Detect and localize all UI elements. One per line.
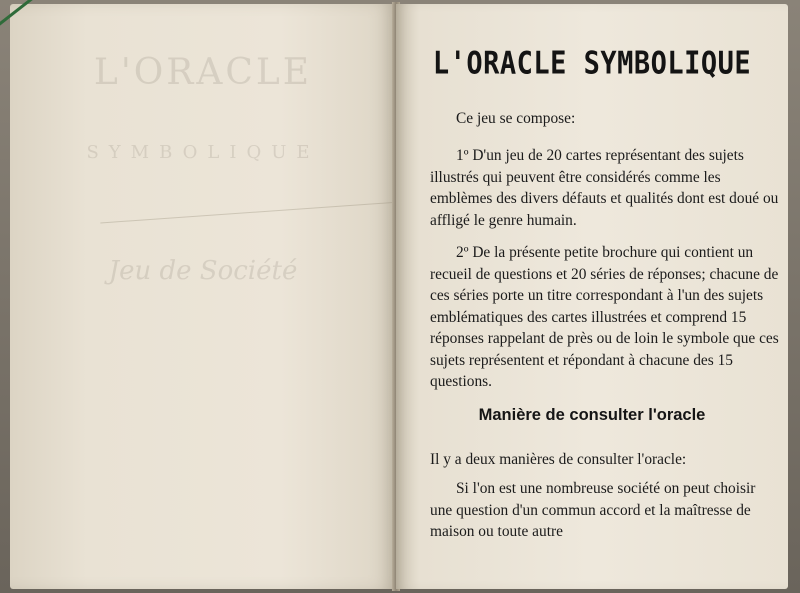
right-page (396, 4, 788, 589)
ghost-subtitle: SYMBOLIQUE (86, 142, 320, 163)
paragraph-4: Si l'on est une nombreuse société on peut choisir une question d'un commun accord et la maîtresse de maison ou toute autre (430, 480, 756, 540)
paragraph-2: 2º De la présente petite brochure qui contient un recueil de questions et 20 séries de réponses; chacune de ces séries porte un titre correspondant à l'un des sujets emblématiques des cartes illustrées et comprend 15 réponses rappelant de près ou de loin le symbole que ces sujets représentent et répondant à chacune des 15 questions. (430, 244, 779, 390)
ghost-title: L'ORACLE (93, 52, 313, 93)
intro-line: Ce jeu se compose: (456, 110, 576, 127)
ghost-line: Jeu de Société (108, 256, 298, 286)
paper-fold (100, 202, 399, 224)
paragraph-1: 1º D'un jeu de 20 cartes représentant des sujets illustrés qui peuvent être considérés comme les emblèmes des divers défauts et qualités dont est doué ou affligé le genre humain. (430, 147, 779, 229)
paragraph-3: Il y a deux manières de consulter l'oracle: (430, 451, 687, 468)
left-page (10, 4, 396, 589)
section-subtitle: Manière de consulter l'oracle (478, 406, 706, 424)
page-title: L'ORACLE SYMBOLIQUE (432, 45, 752, 82)
